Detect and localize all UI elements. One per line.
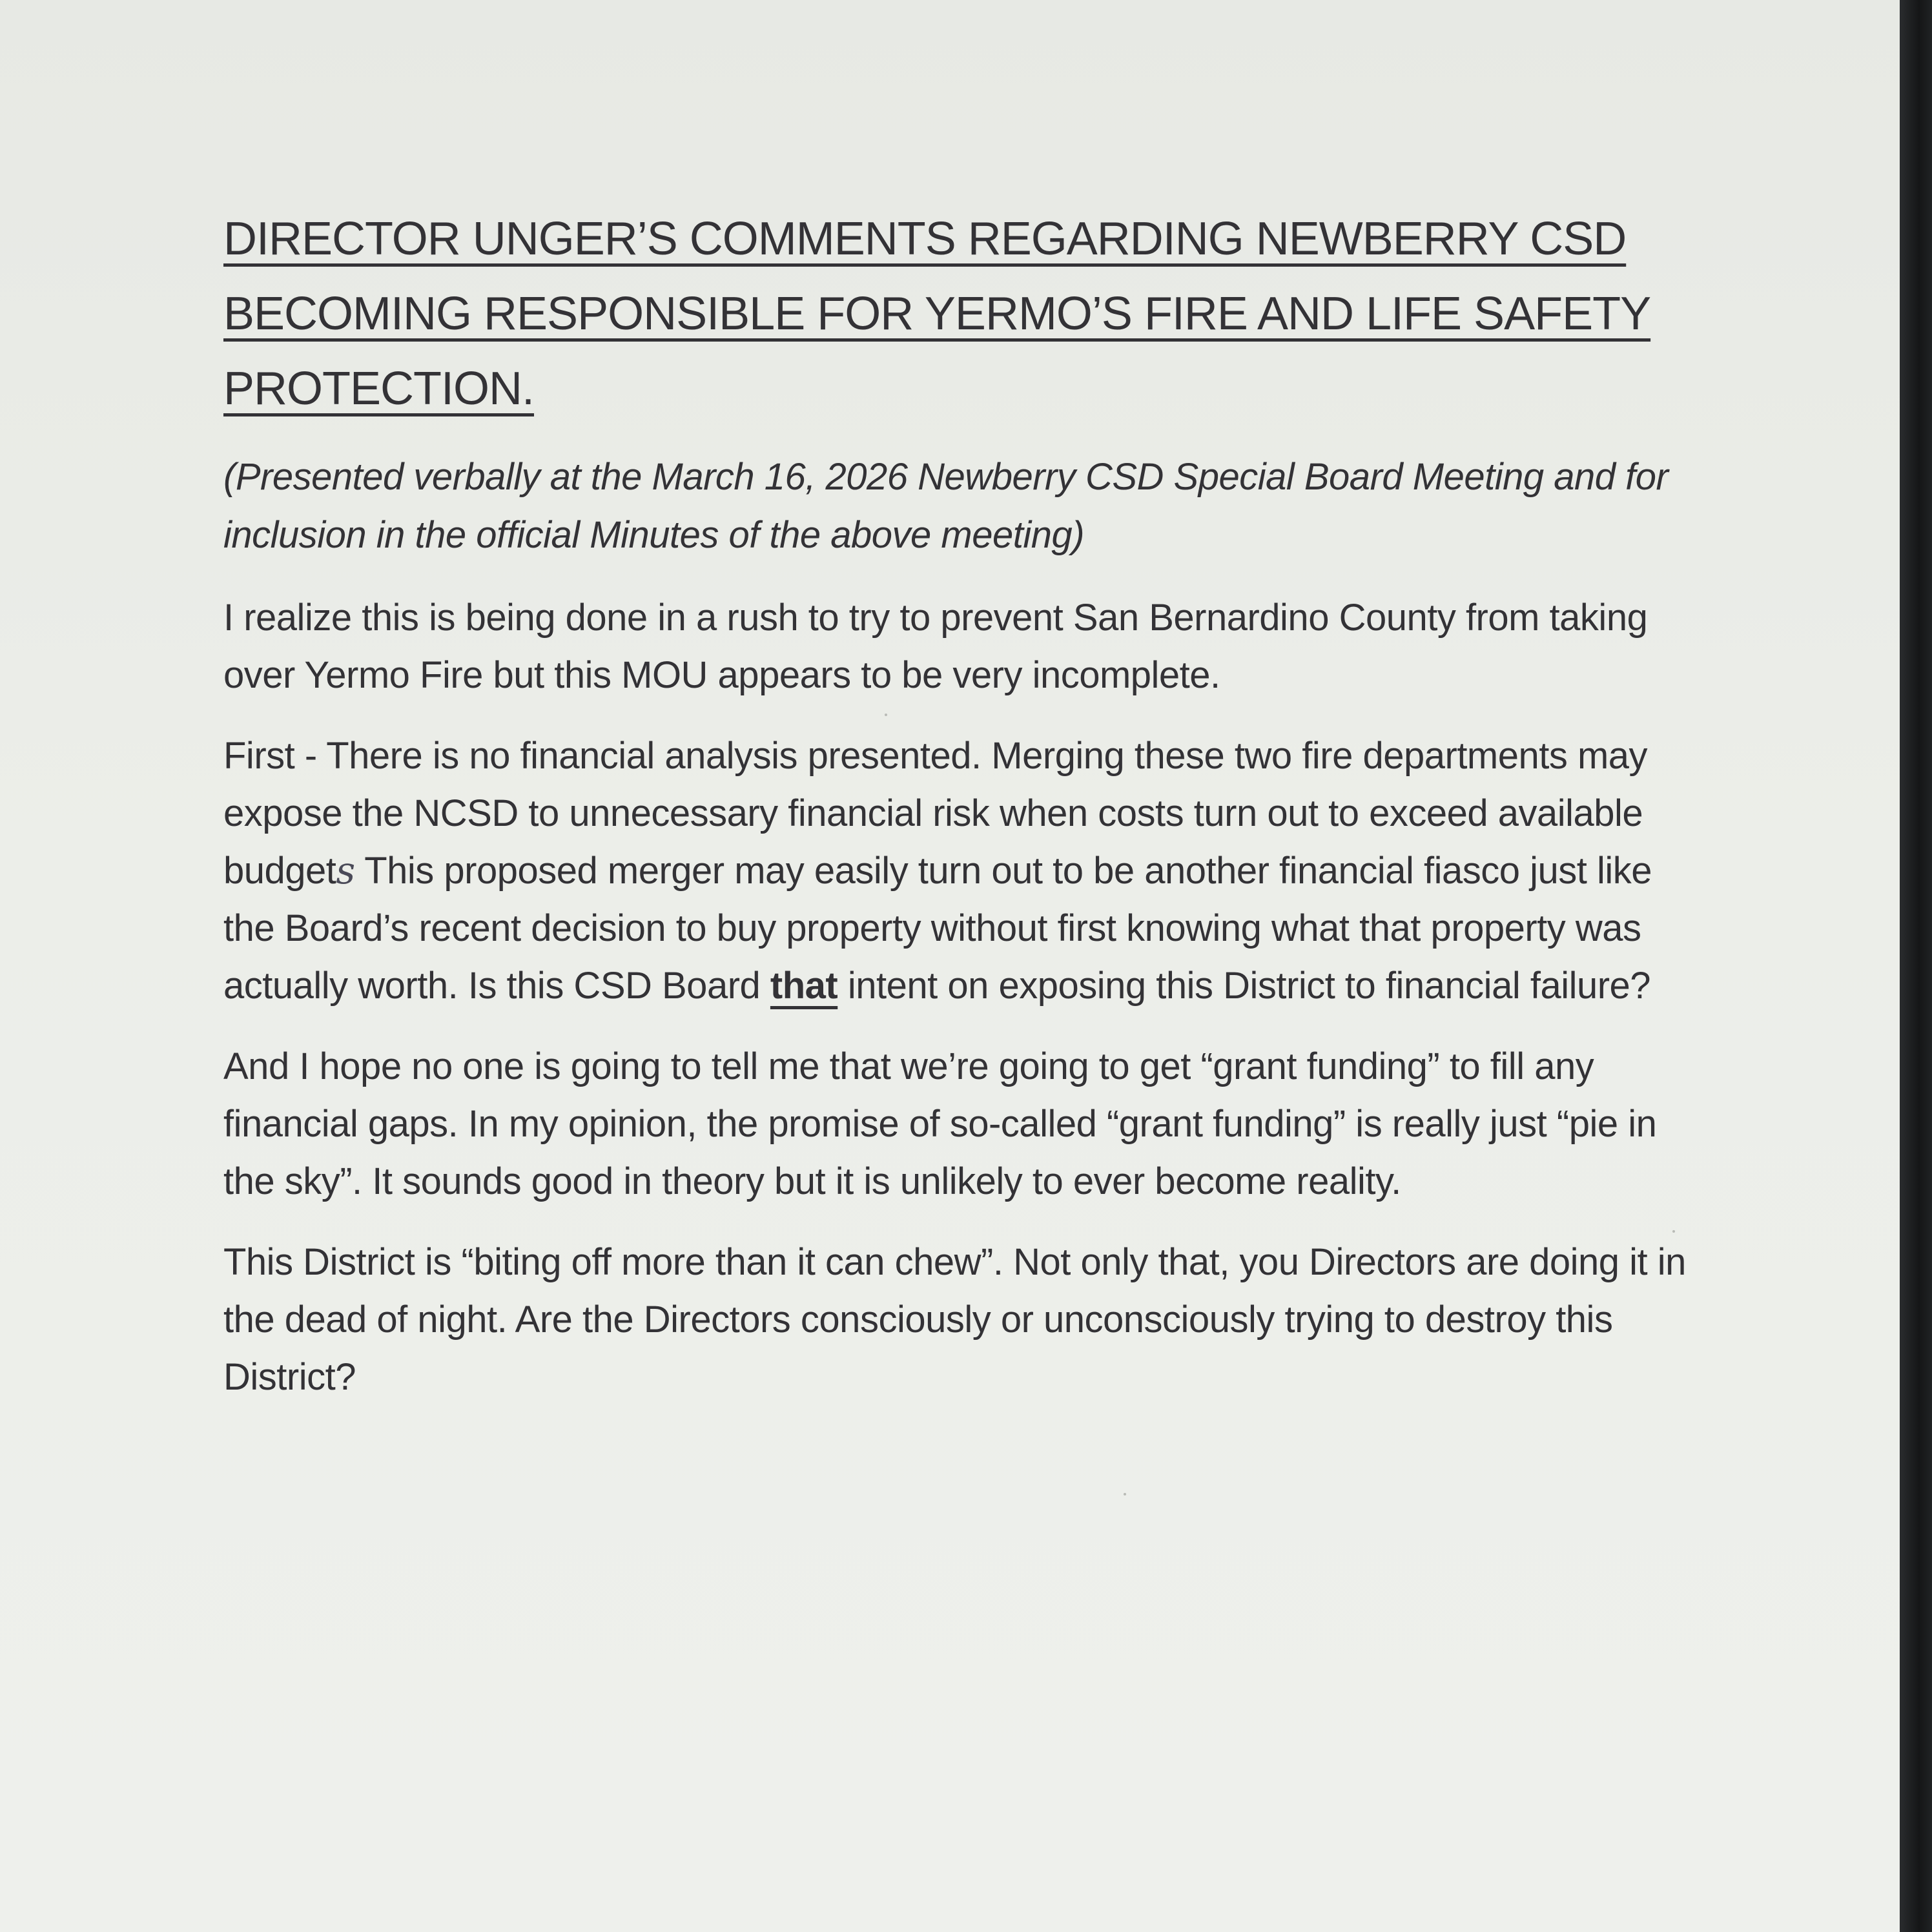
paragraph-financial-analysis (223, 727, 1709, 1014)
paragraph-2-text-a: First - There is no financial analysis presented. Merging these two fire departments may expose the NCSD to unnecessary financial risk when costs turn out to exceed available budget (223, 735, 1648, 892)
paper-speck (1672, 1230, 1675, 1233)
paper-speck (885, 714, 887, 716)
document-body (223, 201, 1709, 1406)
paragraph-rush-mou: I realize this is being done in a rush to try to prevent San Bernardino County from taking over Yermo Fire but this MOU appears to be very incomplete. (223, 597, 1648, 696)
document-title (223, 201, 1709, 426)
paragraph-2-text-c: intent on exposing this District to financial failure? (838, 965, 1651, 1007)
title-line-3: PROTECTION. (223, 363, 535, 415)
paragraph-2-text-b: This proposed merger may easily turn out to be another financial fiasco just like the Board’s recent decision to buy property without first knowing what that property was actually worth. Is this CSD Board (223, 850, 1652, 1007)
emphasis-word: that (770, 965, 838, 1007)
presentation-note: (Presented verbally at the March 16, 2026 Newberry CSD Special Board Meeting and for inclusion in the official Minutes of the above meeting) (223, 456, 1669, 556)
title-line-2: BECOMING RESPONSIBLE FOR YERMO’S FIRE AND LIFE SAFETY (223, 288, 1651, 340)
paper-speck (1124, 1493, 1126, 1495)
paragraph-grant-funding: And I hope no one is going to tell me that we’re going to get “grant funding” to fill any financial gaps. In my opinion, the promise of so-called “grant funding” is really just “pie in the sky”. It sounds good in theory but it is unlikely to ever become reality. (223, 1045, 1657, 1202)
handwritten-mark: s (336, 848, 355, 892)
background-edge (1900, 0, 1932, 1932)
paragraph-biting-off: This District is “biting off more than it can chew”. Not only that, you Directors are doing it in the dead of night. Are the Directors consciously or unconsciously trying to destroy this District? (223, 1241, 1686, 1398)
title-line-1: DIRECTOR UNGER’S COMMENTS REGARDING NEWBERRY CSD (223, 213, 1627, 265)
